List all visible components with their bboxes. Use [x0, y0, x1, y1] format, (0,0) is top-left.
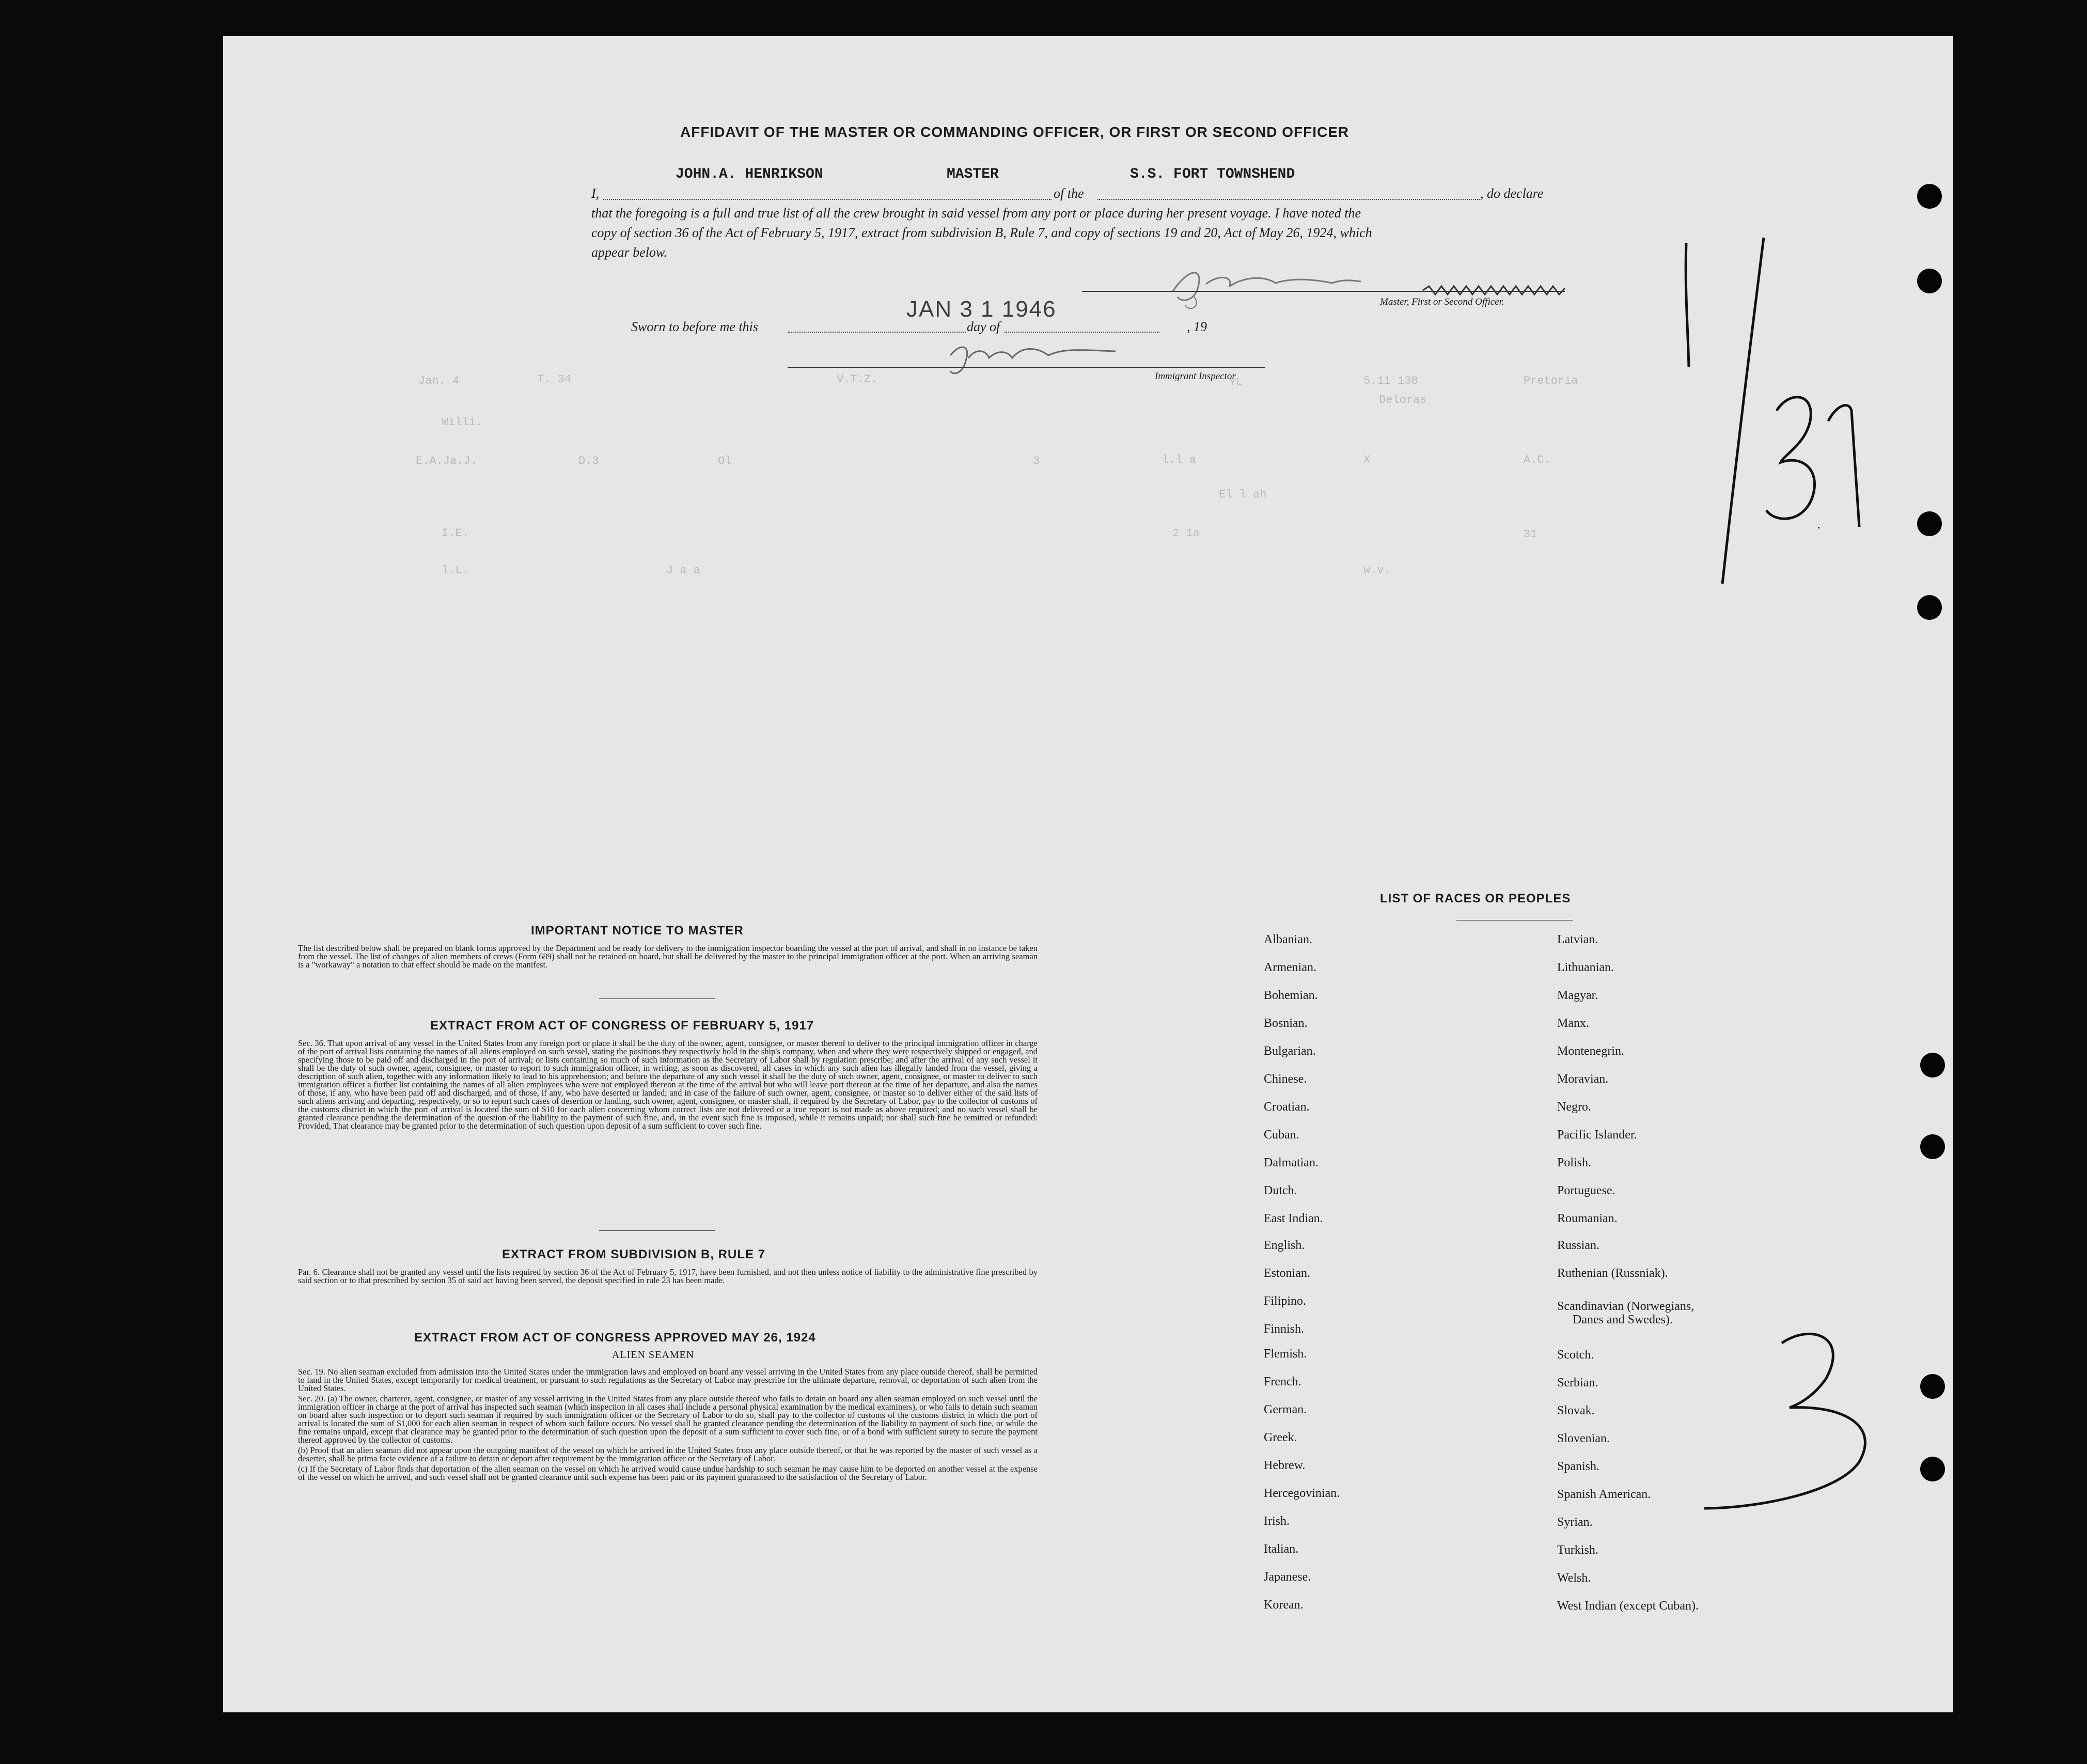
race-item: Moravian.: [1557, 1072, 1609, 1086]
race-item: Russian.: [1557, 1239, 1600, 1252]
race-item: Scandinavian (Norwegians,: [1557, 1300, 1694, 1313]
handwritten-number-bottom: [1694, 1322, 1901, 1529]
extract-1917-text: Sec. 36. That upon arrival of any vessel in the United States from any foreign port or place it shall be the duty of the owner, agent, consignee, or master thereof to deliver to the principal immigration officer in charge of the port of arrival lists containing the names of all aliens employed on such vessel, stating the positions they respectively hold in the ship's company, when and where they were respectively shipped or engaged, and specifying those to be paid off and discharged in the port of arrival; or lists containing so much of such information as the Secretary of Labor shall by regulation prescribe; and after the arrival of any such vessel it shall be the duty of such owner, agent, consignee, or master to report to such immigration officer, in writing, as soon as discovered, all cases in which any such alien has illegally landed from the vessel, giving a description of such alien, together with any information likely to lead to his apprehension; and before the departure of any such vessel it shall be the duty of such owner, agent, consignee, or master to deliver to such immigration officer a further list containing the names of all alien employees who were not employed thereon at the time of the arrival but who will leave port thereon at the time of her departure, and also the names of those, if any, who have been paid off and discharged, and of those, if any, who have deserted or landed; and in case of the failure of such owner, agent, consignee, or master so to deliver either of the said lists of such aliens arriving and departing, respectively, or so to report such cases of desertion or landing, such owner, agent, consignee, or master shall, if required by the Secretary of Labor, pay to the collector of customs of the customs district in which the port of arrival is located the sum of $10 for each alien concerning whom correct lists are not delivered or a true report is not made as above required; and no such vessel shall be granted clearance pending the determination of the question of the liability to the payment of such fine, and, in the event such fine is imposed, while it remains unpaid; nor shall such fine be remitted or refunded: Provided, That clearance may be granted prior to the determination of such question upon deposit of a sum sufficient to cover such fine.: [298, 1038, 1038, 1131]
punch-hole: [1920, 1134, 1945, 1159]
race-item: Flemish.: [1264, 1347, 1307, 1361]
declarant-name: JOHN.A. HENRIKSON: [676, 166, 823, 182]
race-item: Serbian.: [1557, 1376, 1598, 1390]
race-item: Danes and Swedes).: [1573, 1313, 1673, 1326]
race-item: Bulgarian.: [1264, 1044, 1316, 1058]
race-item: Japanese.: [1264, 1570, 1311, 1584]
race-item: Lithuanian.: [1557, 961, 1614, 974]
race-item: Pacific Islander.: [1557, 1128, 1637, 1142]
race-item: Polish.: [1557, 1156, 1592, 1169]
handwritten-page-number-top: [1673, 227, 1932, 599]
race-item: Welsh.: [1557, 1571, 1591, 1585]
race-item: Finnish.: [1264, 1322, 1305, 1336]
typed-strikeout: [1423, 285, 1565, 295]
master-signature: [1157, 263, 1363, 310]
race-item: German.: [1264, 1403, 1307, 1416]
race-item: Italian.: [1264, 1542, 1299, 1556]
race-item: Manx.: [1557, 1017, 1589, 1030]
race-item: Scotch.: [1557, 1348, 1594, 1362]
punch-hole: [1920, 1053, 1945, 1078]
declarant-rank: MASTER: [947, 166, 999, 182]
extract-rule7-text: Par. 6. Clearance shall not be granted any vessel until the lists required by section 36 of the Act of February 5, 1917, have been furnished, and not then unless notice of liability to the administrative fine prescribed by said section or to that prescribed by section 35 of said act having been served, the deposit specified in rule 23 has been made.: [298, 1267, 1038, 1285]
extract-rule7-heading: EXTRACT FROM SUBDIVISION B, RULE 7: [502, 1247, 766, 1261]
punch-hole: [1917, 511, 1942, 536]
race-item: Armenian.: [1264, 961, 1316, 974]
race-item: Turkish.: [1557, 1543, 1598, 1557]
race-item: Dalmatian.: [1264, 1156, 1319, 1169]
race-item: Spanish.: [1557, 1460, 1600, 1473]
race-item: Spanish American.: [1557, 1488, 1651, 1501]
punch-hole: [1920, 1457, 1945, 1481]
races-heading: LIST OF RACES OR PEOPLES: [1380, 892, 1571, 906]
inspector-signature: [940, 335, 1136, 381]
race-item: Bosnian.: [1264, 1017, 1308, 1030]
race-item: Filipino.: [1264, 1294, 1307, 1308]
extract-1924-subheading: ALIEN SEAMEN: [612, 1349, 695, 1361]
race-item: Estonian.: [1264, 1267, 1310, 1280]
vessel-name: S.S. FORT TOWNSHEND: [1130, 166, 1295, 182]
extract-1924-heading: EXTRACT FROM ACT OF CONGRESS APPROVED MAY 26, 1924: [414, 1331, 816, 1345]
punch-hole: [1920, 1374, 1945, 1399]
race-item: Greek.: [1264, 1431, 1297, 1444]
inspector-caption: Immigrant Inspector: [1155, 371, 1236, 382]
declaration-line-3: copy of section 36 of the Act of February 5, 1917, extract from subdivision B, Rule 7, and copy of sections 19 and 20, Act of May 26, 1924, which: [591, 225, 1372, 240]
race-item: Hebrew.: [1264, 1459, 1306, 1472]
race-item: Montenegrin.: [1557, 1044, 1624, 1058]
race-item: Roumanian.: [1557, 1212, 1618, 1225]
race-item: Cuban.: [1264, 1128, 1299, 1142]
extract-1924-text: Sec. 19. No alien seaman excluded from admission into the United States under the immigration laws and employed on board any vessel arriving in the United States from any place outside thereof, shall be permitted to land in the United States, except temporarily for medical treatment, or pursuant to such regulations as the Secretary of Labor may prescribe for the ultimate departure, removal, or deportation of such alien from the United States. Sec. 20. (a) The owner, charterer, agent, consignee, or master of any vessel arriving in the United States from any place outside thereof who fails to detain on board any alien seaman employed on such vessel until the immigration officer in charge at the port of arrival has inspected such seaman (which inspection in all cases shall include a personal physical examination by the medical examiners), or who fails to detain such seaman on board after such inspection or to deport such seaman if required by such immigration officer or the Secretary of Labor to do so, shall pay to the collector of customs of the customs district in which the port of arrival is located the sum of $1,000 for each alien seaman in respect of whom such failure occurs. No vessel shall be granted clearance pending the determination of the liability to payment of such fine, or while the fine remains unpaid, except that clearance may be granted prior to the determination of such question upon the deposit of a sum sufficient to cover such fine, or of a bond with sufficient surety to secure the payment thereof approved by the collector of customs. (b) Proof that an alien seaman did not appear upon the outgoing manifest of the vessel on which he arrived in the United States from any place outside thereof, or that he was reported by the master of such vessel as a deserter, shall be prima facie evidence of a failure to detain or deport after requirement by the immigration officer or the Secretary of Labor. (c) If the Secretary of Labor finds that deportation of the alien seaman on the vessel on which he arrived would cause undue hardship to such seaman he may cause him to be deported on another vessel at the expense of the vessel on which he arrived, and such vessel shall not be granted clearance until such expense has been paid or its payment guaranteed to the satisfaction of the Secretary of Labor.: [298, 1367, 1038, 1482]
punch-hole: [1917, 184, 1942, 209]
race-item: West Indian (except Cuban).: [1557, 1599, 1699, 1613]
race-item: Magyar.: [1557, 989, 1598, 1002]
punch-hole: [1917, 269, 1942, 293]
punch-hole: [1917, 595, 1942, 620]
race-item: Dutch.: [1264, 1184, 1297, 1197]
race-item: Syrian.: [1557, 1516, 1593, 1529]
race-item: Albanian.: [1264, 933, 1312, 946]
master-caption: Master, First or Second Officer.: [1380, 296, 1504, 307]
race-item: East Indian.: [1264, 1212, 1323, 1225]
race-item: Slovak.: [1557, 1404, 1595, 1417]
date-stamp: JAN 3 1 1946: [906, 296, 1057, 322]
race-item: Hercegovinian.: [1264, 1487, 1340, 1500]
race-item: Bohemian.: [1264, 989, 1318, 1002]
race-item: Korean.: [1264, 1598, 1304, 1612]
race-item: French.: [1264, 1375, 1301, 1388]
notice-heading: IMPORTANT NOTICE TO MASTER: [531, 924, 744, 938]
affidavit-title: AFFIDAVIT OF THE MASTER OR COMMANDING OFFICER, OR FIRST OR SECOND OFFICER: [680, 124, 1350, 140]
race-item: Ruthenian (Russniak).: [1557, 1267, 1668, 1280]
race-item: English.: [1264, 1239, 1305, 1252]
race-item: Portuguese.: [1557, 1184, 1615, 1197]
race-item: Slovenian.: [1557, 1432, 1610, 1445]
race-item: Chinese.: [1264, 1072, 1307, 1086]
extract-1917-heading: EXTRACT FROM ACT OF CONGRESS OF FEBRUARY 5, 1917: [430, 1019, 814, 1033]
declaration-line-2: that the foregoing is a full and true list of all the crew brought in said vessel from any port or place during her present voyage. I have noted the: [591, 206, 1361, 221]
notice-text: The list described below shall be prepared on blank forms approved by the Department and be ready for delivery to the immigration inspector boarding the vessel at the port of arrival, and shall in no instance be taken from the vessel. The list of changes of alien members of crews (Form 689) shall not be retained on board, but shall be delivered by the master to the principal immigration officer at the port. When an arriving seaman is a "workaway" a notation to that effect should be made on the manifest.: [298, 943, 1038, 970]
race-item: Irish.: [1264, 1515, 1290, 1528]
race-item: Latvian.: [1557, 933, 1598, 946]
declaration-line-4: appear below.: [591, 245, 667, 260]
race-item: Croatian.: [1264, 1100, 1310, 1114]
race-item: Negro.: [1557, 1100, 1591, 1114]
